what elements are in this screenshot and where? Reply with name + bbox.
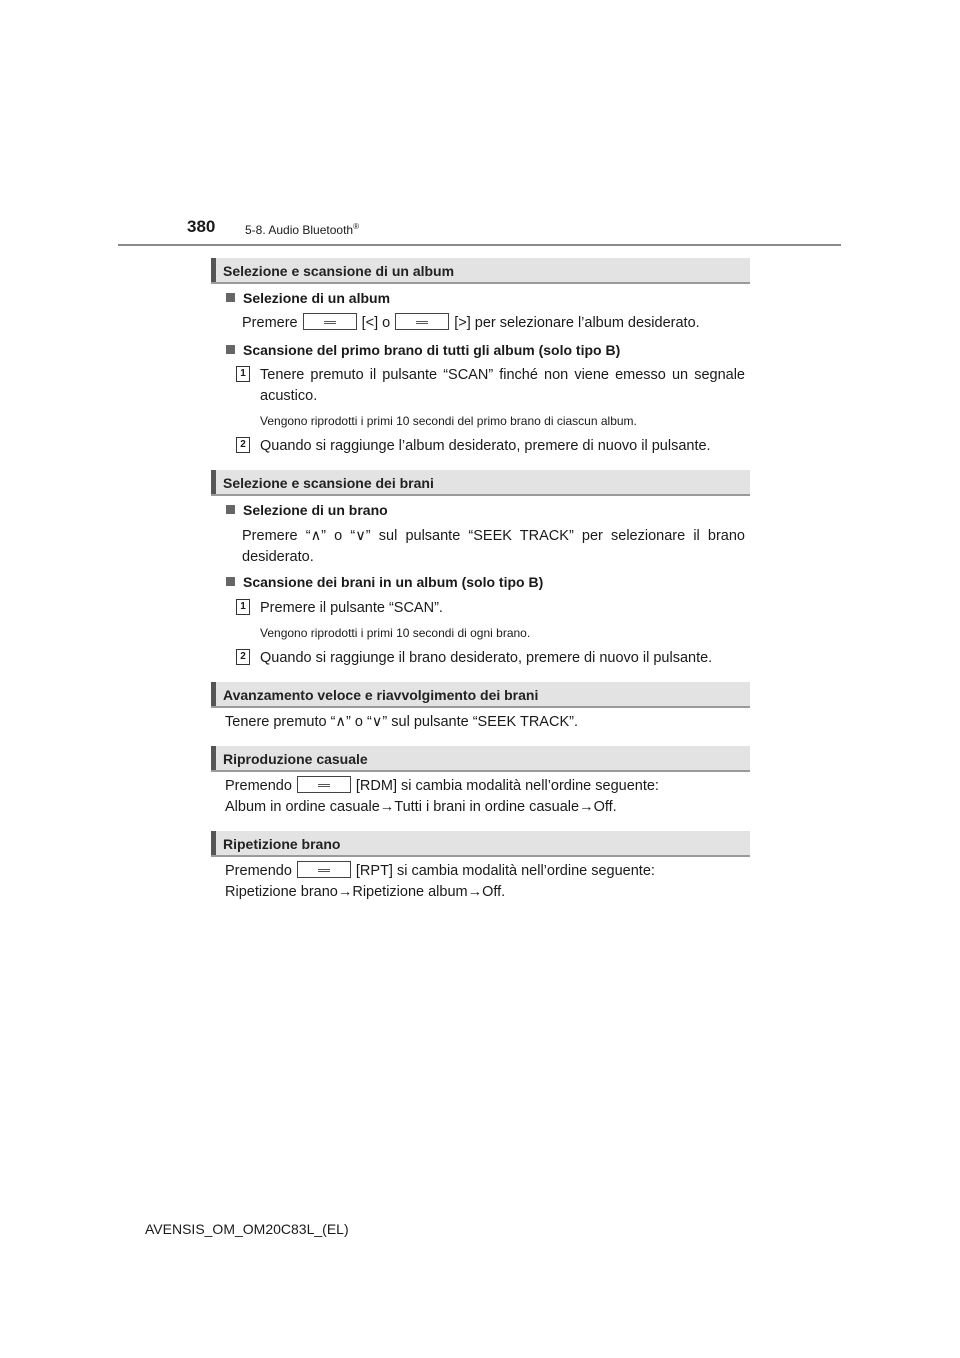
footer-code: AVENSIS_OM_OM20C83L_(EL): [145, 1221, 349, 1237]
square-bullet-icon: [226, 577, 235, 586]
section-title: Riproduzione casuale: [223, 751, 368, 767]
step-note: Vengono riprodotti i primi 10 secondi di ogni brano.: [260, 626, 531, 640]
chapter-title: [245, 222, 359, 237]
paragraph: [242, 313, 700, 334]
square-bullet-icon: [226, 505, 235, 514]
subheading: [226, 574, 543, 590]
subheading: [226, 290, 390, 306]
section-title: Avanzamento veloce e riavvolgimento dei brani: [223, 687, 539, 703]
section-header-album: [211, 258, 750, 284]
paragraph: [225, 861, 655, 882]
text: Premendo: [225, 863, 292, 879]
subheading: [226, 502, 388, 518]
text: Premendo: [225, 778, 292, 794]
subheading-text: Selezione di un brano: [243, 502, 388, 518]
paragraph: Tenere premuto “∧” o “∨” sul pulsante “SEEK TRACK”.: [225, 714, 578, 730]
paragraph: Ripetizione brano→Ripetizione album→Off.: [225, 884, 506, 900]
button-icon: [395, 313, 449, 330]
step-text: Quando si raggiunge il brano desiderato, premere di nuovo il pulsante.: [260, 650, 713, 666]
section-header-fast-forward: [211, 682, 750, 708]
text: [RDM] si cambia modalità nell’ordine seguente:: [355, 778, 659, 794]
step-number-badge: 2: [236, 437, 250, 453]
step-text: Tenere premuto il pulsante “SCAN” finché non viene emesso un segnale acustico.: [260, 367, 745, 404]
square-bullet-icon: [226, 293, 235, 302]
section-header-tracks: [211, 470, 750, 496]
section-title: Ripetizione brano: [223, 836, 341, 852]
button-icon: [297, 861, 351, 878]
section-title: Selezione e scansione di un album: [223, 263, 455, 279]
step-number-badge: 1: [236, 366, 250, 382]
step-text: Premere il pulsante “SCAN”.: [260, 600, 443, 616]
chapter-text: 5-8. Audio Bluetooth: [245, 223, 354, 237]
button-icon: [303, 313, 357, 330]
step-number-badge: 2: [236, 649, 250, 665]
subheading-text: Scansione del primo brano di tutti gli album (solo tipo B): [243, 342, 621, 358]
page-number: 380: [187, 217, 216, 236]
registered-mark: ®: [353, 222, 359, 231]
subheading-text: Scansione dei brani in un album (solo tipo B): [243, 574, 544, 590]
section-header-repeat: [211, 831, 750, 857]
text: [>] per selezionare l’album desiderato.: [454, 315, 700, 331]
button-icon: [297, 776, 351, 793]
paragraph: [225, 776, 659, 797]
paragraph: Premere “∧” o “∨” sul pulsante “SEEK TRACK” per selezionare il brano desiderato.: [242, 528, 745, 565]
square-bullet-icon: [226, 345, 235, 354]
header-rule: [118, 244, 841, 246]
text: [RPT] si cambia modalità nell’ordine seguente:: [355, 863, 655, 879]
subheading-text: Selezione di un album: [243, 290, 391, 306]
paragraph: Album in ordine casuale→Tutti i brani in ordine casuale→Off.: [225, 799, 617, 815]
step-text: Quando si raggiunge l’album desiderato, premere di nuovo il pulsante.: [260, 438, 711, 454]
text: Premere: [242, 315, 298, 331]
subheading: [226, 342, 620, 358]
step-note: Vengono riprodotti i primi 10 secondi del primo brano di ciascun album.: [260, 414, 637, 428]
section-header-random: [211, 746, 750, 772]
section-title: Selezione e scansione dei brani: [223, 475, 434, 491]
text: [<] o: [361, 315, 391, 331]
step-number-badge: 1: [236, 599, 250, 615]
